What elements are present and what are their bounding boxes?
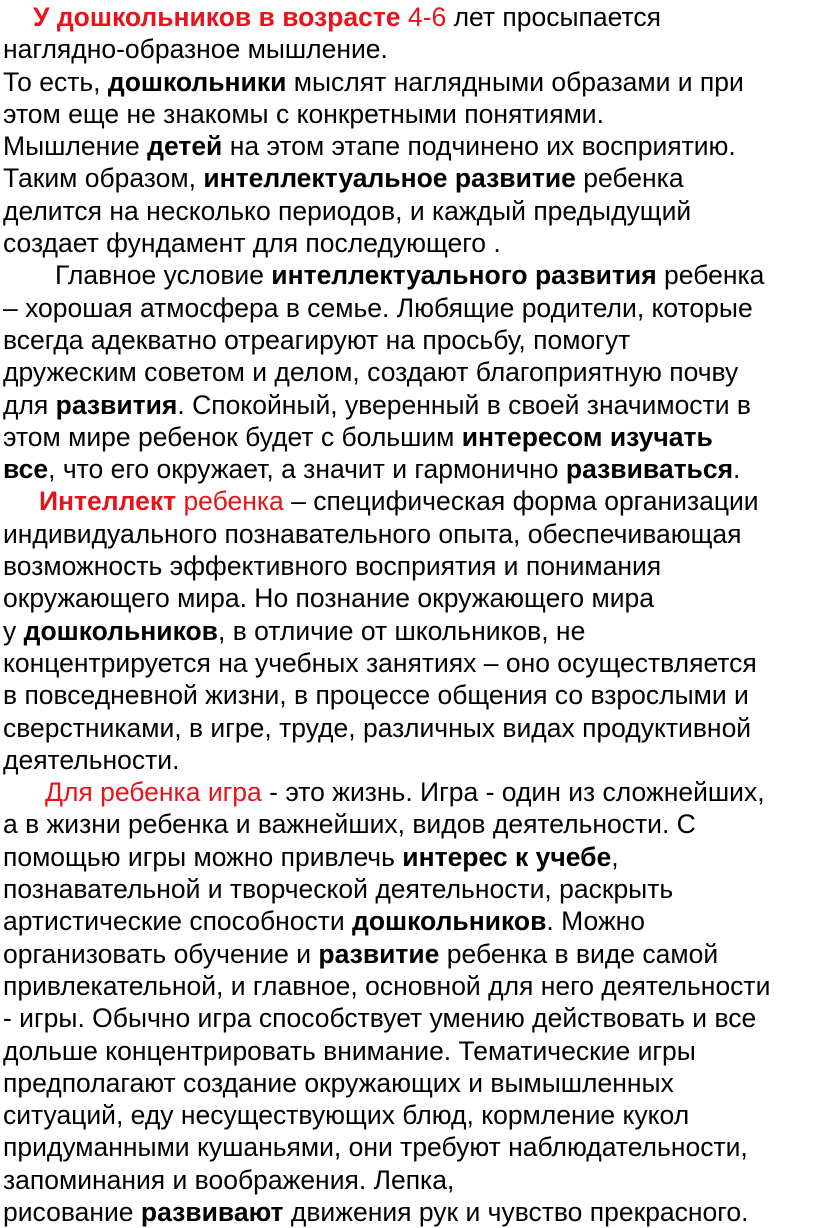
highlight-text: 4-6	[407, 2, 447, 32]
text-line	[3, 808, 815, 840]
text-run: Мышление	[3, 131, 148, 162]
emphasis-text: развития	[55, 389, 178, 420]
text-run: помощью игры можно привлечь	[3, 841, 403, 872]
text-run: возможность эффективного восприятия и понимания	[3, 551, 662, 582]
text-line	[3, 550, 815, 582]
text-line	[3, 356, 815, 388]
text-run: ,	[611, 841, 619, 872]
text-run: у	[3, 615, 24, 646]
text-run: а в жизни ребенка и важнейших, видов деятельности. С	[3, 809, 696, 840]
text-line	[3, 195, 815, 227]
text-run: организовать обучение и	[3, 938, 319, 969]
text-run: , в отличие от школьников, не	[217, 615, 586, 646]
text-run: – хорошая атмосфера в семье. Любящие родители, которые	[3, 292, 753, 323]
paragraph-play	[3, 776, 815, 1228]
text-run: мыслят наглядными образами и при	[286, 66, 744, 97]
text-run: делится на несколько периодов, и каждый предыдущий	[3, 195, 692, 226]
text-line	[3, 744, 815, 776]
text-line	[3, 1035, 815, 1067]
text-line	[3, 1099, 815, 1131]
text-line	[3, 453, 815, 485]
text-run: привлекательной, и главное, основной для него деятельности	[3, 970, 771, 1001]
text-line	[3, 292, 815, 324]
text-run: дружеским советом и делом, создают благоприятную почву	[3, 357, 739, 388]
text-run: этом еще не знакомы с конкретными понятиями.	[3, 98, 604, 129]
text-line	[3, 66, 815, 98]
text-line	[3, 1002, 815, 1034]
text-line	[3, 615, 815, 647]
text-run: движения рук и чувство прекрасного.	[283, 1196, 749, 1227]
text-run: познавательной и творческой деятельности, раскрыть	[3, 874, 674, 905]
text-run: концентрируется на учебных занятиях – оно осуществляется	[3, 647, 757, 678]
text-run: этом мире ребенок будет с большим	[3, 421, 462, 452]
emphasis-text: У дошкольников в возрасте	[33, 2, 408, 32]
text-line	[3, 776, 815, 808]
text-run: деятельности.	[3, 744, 180, 775]
text-run: .	[733, 454, 741, 485]
text-line	[3, 1164, 815, 1196]
text-run: Главное условие	[55, 260, 272, 291]
text-run: - игры. Обычно игра способствует умению действовать и все	[3, 1003, 757, 1034]
text-run: То есть,	[3, 66, 108, 97]
text-run: сверстниками, в игре, труде, различных видах продуктивной	[3, 712, 752, 743]
highlight-text: Для ребенка игра	[45, 777, 262, 808]
text-run: ситуаций, еду несуществующих блюд, кормление кукол	[3, 1100, 690, 1131]
text-run: , что его окружает, а значит и гармонично	[48, 454, 566, 485]
text-line	[3, 1067, 815, 1099]
text-line	[3, 679, 815, 711]
text-run: . Спокойный, уверенный в своей значимости в	[177, 389, 751, 420]
text-line	[3, 485, 815, 517]
emphasis-text: интерес к учебе	[402, 841, 612, 872]
text-line	[3, 841, 815, 873]
text-run: - это жизнь. Игра - один из сложнейших,	[261, 777, 765, 808]
text-run: ребенка	[656, 260, 765, 291]
text-line	[3, 259, 815, 291]
text-run: лет просыпается	[446, 2, 661, 32]
emphasis-text: развиваться	[565, 454, 734, 485]
emphasis-text: детей	[147, 131, 223, 162]
text-run: рисование	[3, 1196, 141, 1227]
text-run: – специфическая форма организации	[283, 486, 759, 517]
text-line	[3, 712, 815, 744]
text-line	[3, 421, 815, 453]
emphasis-text: дошкольники	[107, 66, 287, 97]
text-line	[3, 1196, 815, 1228]
emphasis-text: развитие	[318, 938, 440, 969]
emphasis-text: интеллектуальное развитие	[203, 163, 576, 194]
text-run: . Можно	[546, 906, 646, 937]
paragraph-age-thinking	[3, 1, 815, 259]
text-run: Таким образом,	[3, 163, 204, 194]
text-run: придуманными кушаньями, они требуют наблюдательности,	[3, 1132, 748, 1163]
emphasis-text: все	[3, 454, 49, 485]
text-run: индивидуального познавательного опыта, обеспечивающая	[3, 518, 742, 549]
emphasis-text: интересом изучать	[461, 421, 713, 452]
text-line	[3, 873, 815, 905]
text-run: ребенка	[575, 163, 684, 194]
text-run: окружающего мира. Но познание окружающего мира	[3, 583, 654, 614]
text-line	[3, 162, 815, 194]
emphasis-text: развивают	[140, 1196, 284, 1227]
text-line	[3, 98, 815, 130]
emphasis-text: дошкольников	[23, 615, 218, 646]
text-line	[3, 227, 815, 259]
text-line	[3, 905, 815, 937]
text-line	[3, 1, 815, 33]
text-run: ребенка в виде самой	[439, 938, 719, 969]
text-line	[3, 518, 815, 550]
text-line	[3, 647, 815, 679]
text-run: в повседневной жизни, в процессе общения со взрослыми и	[3, 680, 749, 711]
text-run: наглядно-образное мышление.	[3, 34, 388, 65]
text-line	[3, 130, 815, 162]
text-line	[3, 324, 815, 356]
text-run: дольше концентрировать внимание. Тематические игры	[3, 1035, 696, 1066]
text-line	[3, 1131, 815, 1163]
emphasis-text: интеллектуального развития	[271, 260, 657, 291]
text-line	[3, 389, 815, 421]
highlight-text: ребенка	[176, 486, 284, 517]
text-run: предполагают создание окружающих и вымышленных	[3, 1067, 674, 1098]
emphasis-text: Интеллект	[39, 486, 177, 517]
text-run: запоминания и воображения. Лепка,	[3, 1164, 455, 1195]
text-line	[3, 938, 815, 970]
document-page	[3, 1, 815, 1228]
text-line	[3, 582, 815, 614]
text-run: для	[3, 389, 56, 420]
emphasis-text: дошкольников	[352, 906, 547, 937]
paragraph-family-conditions	[3, 259, 815, 485]
text-run: на этом этапе подчинено их восприятию.	[222, 131, 736, 162]
text-run: создает фундамент для последующего .	[3, 228, 501, 259]
text-run: артистические способности	[3, 906, 353, 937]
text-run: всегда адекватно отреагируют на просьбу, помогут	[3, 324, 631, 355]
text-line	[3, 33, 815, 65]
text-line	[3, 970, 815, 1002]
paragraph-intellect-definition	[3, 485, 815, 776]
